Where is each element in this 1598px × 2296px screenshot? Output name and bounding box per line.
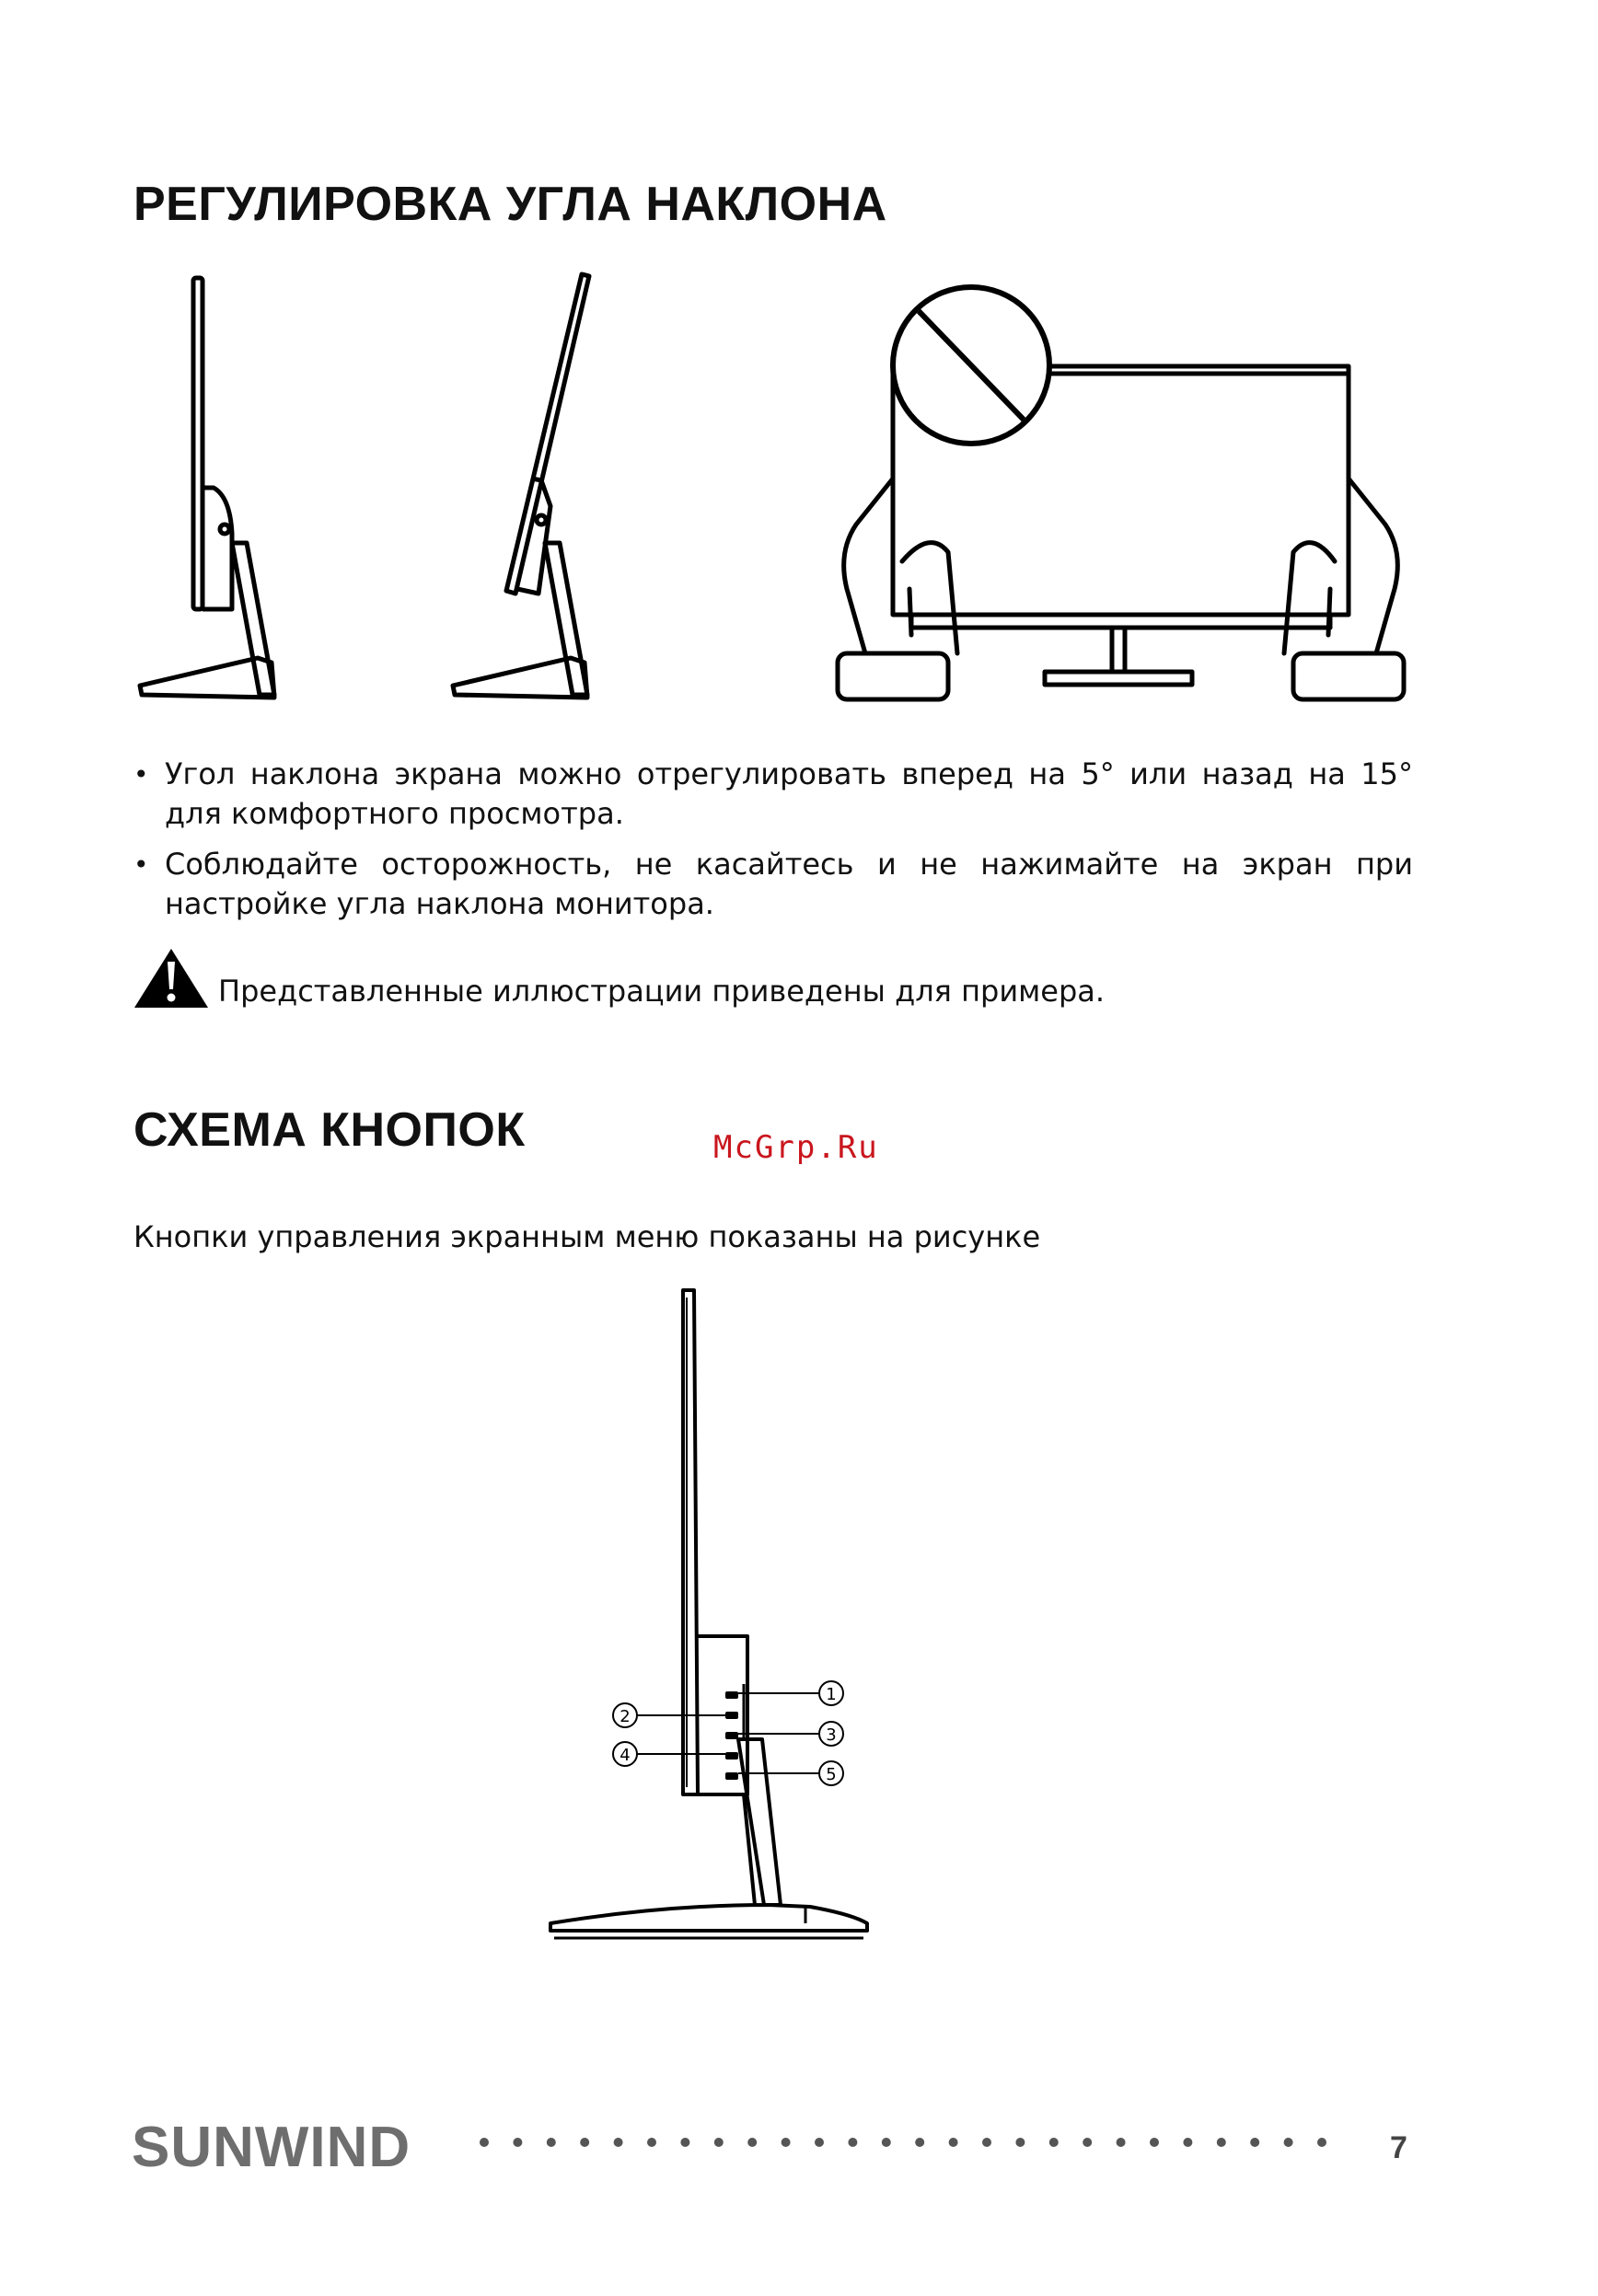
tilt-bullet-list (133, 755, 1413, 935)
page-number: 7 (1390, 2130, 1407, 2165)
brand-logo: SUNWIND (132, 2116, 411, 2179)
footer-dot (782, 2138, 791, 2147)
footer-dot (882, 2138, 891, 2147)
list-item: • Соблюдайте осторожность, не касайтесь и не нажимайте на экран при настройке угла наклона монитора. (133, 847, 1413, 921)
footer-dot (547, 2138, 556, 2147)
footer-dot (580, 2138, 589, 2147)
footer-dot (848, 2138, 857, 2147)
footer-dot (747, 2138, 757, 2147)
monitor-side-tilted-illustration (442, 267, 626, 709)
footer-dot (1217, 2138, 1226, 2147)
footer-dot (1284, 2138, 1293, 2147)
warning-text: Представленные иллюстрации приведены для примера. (218, 974, 1106, 1009)
list-item: • Угол наклона экрана можно отрегулировать вперед на 5° или назад на 15° для комфортного просмотра. (133, 756, 1413, 831)
footer-dot (714, 2138, 724, 2147)
section-title-buttons: СХЕМА КНОПОК (133, 1103, 526, 1157)
footer-dot (1083, 2138, 1092, 2147)
monitor-side-upright-illustration (129, 267, 313, 709)
footer-dot (513, 2138, 522, 2147)
buttons-caption: Кнопки управления экранным меню показаны на рисунке (133, 1219, 1041, 1254)
footer-dot (647, 2138, 656, 2147)
footer-dot (982, 2138, 991, 2147)
footer-dot (1015, 2138, 1025, 2147)
callout-label-5: 5 (826, 1765, 837, 1784)
footer-dot-leader (479, 2137, 1353, 2148)
footer-dot (680, 2138, 689, 2147)
footer-dot (1317, 2138, 1326, 2147)
warning-triangle-icon (132, 945, 211, 1011)
footer-dot (915, 2138, 924, 2147)
footer-dot (614, 2138, 623, 2147)
footer-dot (1117, 2138, 1126, 2147)
callout-label-3: 3 (826, 1725, 837, 1745)
callout-label-2: 2 (620, 1707, 631, 1726)
footer-dot (1150, 2138, 1159, 2147)
watermark: McGrp.Ru (713, 1129, 879, 1166)
callout-label-1: 1 (826, 1685, 837, 1704)
footer-dot (1183, 2138, 1192, 2147)
bullet-icon: • (133, 849, 149, 880)
button-layout-diagram (534, 1279, 902, 1942)
footer-dot (1049, 2138, 1059, 2147)
footer-dot (815, 2138, 824, 2147)
hands-holding-monitor-illustration (819, 267, 1408, 709)
footer-dot (949, 2138, 958, 2147)
bullet-icon: • (133, 759, 149, 790)
warning-note (132, 945, 1105, 1011)
footer-dot (480, 2138, 489, 2147)
section-title-tilt: РЕГУЛИРОВКА УГЛА НАКЛОНА (133, 178, 887, 231)
prohibited-sign-icon (893, 287, 1049, 444)
callout-label-4: 4 (620, 1746, 631, 1765)
footer-dot (1250, 2138, 1259, 2147)
